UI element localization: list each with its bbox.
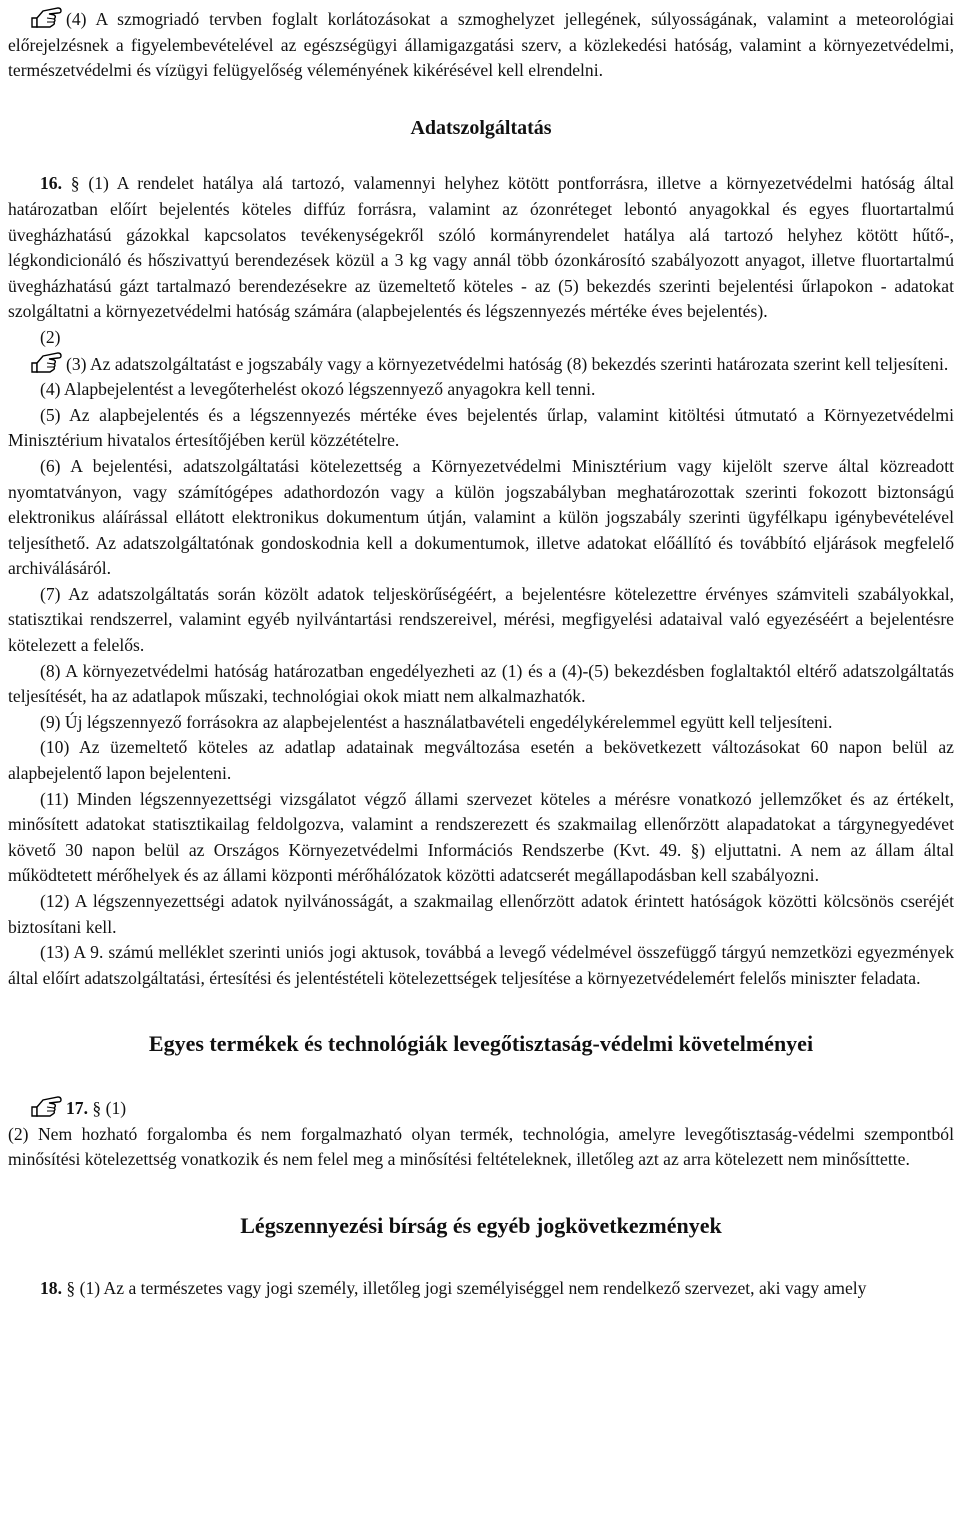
- section-17-paragraph-2: (2) Nem hozható forgalomba és nem forgalmazható olyan termék, technológia, amelyre levegőtisztaság-védelmi szempontból minősítési kötelezettség vonatkozik és nem felel meg a minősítési feltételeknek, illetőleg azt az arra kötelezett nem minősíttette.: [8, 1123, 954, 1170]
- section-16-paragraph-13: (13) A 9. számú melléklet szerinti uniós jogi aktusok, továbbá a levegő védelmével összefüggő tárgyú nemzetközi egyezmények által előírt adatszolgáltatási, értesítési és jelentéstételi kötelezettségek teljesítése a környezetvédelemért felelős miniszter feladata.: [8, 942, 954, 988]
- section-number: 18.: [40, 1278, 62, 1299]
- section-mark: §: [66, 1278, 76, 1299]
- section-16-paragraph-5: (5) Az alapbejelentés és a légszennyezés mértéke éves bejelentés űrlap, valamint kitöltési útmutató a Környezetvédelmi Minisztérium hivatalos értesítőjében kerül közzétételre.: [8, 404, 954, 451]
- section-16-paragraph-7: (7) Az adatszolgáltatás során közölt adatok teljeskörűségéért, a bejelentésre kötelezettre érvényes számviteli szabályokkal, statisztikai rendszerrel, valamint egyéb nyilvántartási rendszereivel, mérési, megfigyelési adataival való egyezéséért a bejelentésre kötelezett a felelős.: [8, 583, 954, 656]
- section-16-paragraph-9: (9) Új légszennyező forrásokra az alapbejelentést a használatbavételi engedélykérelemmel együtt kell teljesíteni.: [40, 711, 833, 732]
- section-number: 17.: [66, 1097, 88, 1118]
- section-number: 16.: [40, 173, 62, 194]
- pointing-hand-icon: [30, 6, 64, 30]
- document-page: [8, 6, 954, 1302]
- section-18-paragraph-1: 18. § (1) Az a természetes vagy jogi személy, illetőleg jogi személyiséggel nem rendelkező szervezet, aki vagy amely: [40, 1278, 867, 1299]
- section-heading-termekek: Egyes termékek és technológiák levegőtisztaság-védelmi követelményei: [148, 1031, 814, 1057]
- section-16-paragraph-1: 16. § (1) A rendelet hatálya alá tartozó, valamennyi helyhez kötött pontforrásra, illetve a környezetvédelmi hatóság által határozatban előírt bejelentés köteles diffúz forrásra, valamint az ózonréteget lebontó anyagokkal és egyes fluortartalmú üvegházhatású gázokkal kapcsolatos tevékenységekről szóló kormányrendelet hatálya alá tartozó helyhez kötött hűtő-, légkondicionáló és hőszivattyú berendezések közül a 3 kg vagy annál több ózonkárosító szabályozott anyagot, illetve fluortartalmú üvegházhatású gázt tartalmazó berendezésekre az üzemeltető köteles - az (5) bekezdés szerinti bejelentési űrlapokon - adatokat szolgáltatni a környezetvédelmi hatóság számára (alapbejelentés és légszennyezés mértéke éves bejelentés).: [8, 173, 954, 322]
- section-16-paragraph-8: (8) A környezetvédelmi hatóság határozatban engedélyezheti az (1) és a (4)-(5) bekezdésben foglaltaktól eltérő adatszolgáltatás teljesítését, ha az adatlapok műszaki, technológiai okok miatt nem alkalmazhatók.: [8, 660, 954, 707]
- section-16-paragraph-10: (10) Az üzemeltető köteles az adatlap adatainak megváltozása esetén a bekövetkezett változásokat 60 napon belül az alapbejelentő lapon bejelenteni.: [8, 737, 954, 784]
- section-16-paragraph-6: (6) A bejelentési, adatszolgáltatási kötelezettség a Környezetvédelmi Minisztérium vagy kijelölt szerve által közreadott nyomtatványon, vagy számítógépes adathordozón vagy a külön jogszabályban meghatározottak szerinti fokozott biztonságú elektronikus aláírással ellátott elektronikus dokumentum útján, valamint a külön jogszabály szerinti ügyfélkapu igénybevételével teljesíthető. Az adatszolgáltatónak gondoskodnia kell a dokumentumok, illetve adatokat előállító és továbbító eljárások megfelelő archiválásáról.: [8, 455, 954, 579]
- section-heading-birsag: Légszennyezési bírság és egyéb jogkövetkezmények: [240, 1212, 722, 1238]
- section-16-paragraph-4: (4) Alapbejelentést a levegőterhelést okozó légszennyező anyagokra kell tenni.: [40, 379, 596, 400]
- section-16-paragraph-2: (2): [40, 326, 61, 347]
- section-16-paragraph-12: (12) A légszennyezettségi adatok nyilvánosságát, a szakmailag ellenőrzött adatok érintett hatóságok közötti kölcsönös cseréjét biztosítani kell.: [8, 891, 954, 937]
- section-heading-adatszolgaltatas: Adatszolgáltatás: [410, 116, 552, 139]
- section-16-paragraph-3: (3) Az adatszolgáltatást e jogszabály vagy a környezetvédelmi hatóság (8) bekezdés szerinti határozata szerint kell teljesíteni.: [8, 351, 954, 378]
- section-mark: §: [92, 1097, 102, 1118]
- paragraph-4-intro: (4) A szmogriadó tervben foglalt korlátozásokat a szmoghelyzet jellegének, súlyosságának, valamint a meteorológiai előrejelzésnek a figyelembevételével az egészségügyi államigazgatási szerv, a közlekedési hatóság, valamint a környezetvédelmi, természetvédelmi és vízügyi felügyelőség véleményének kikérésével kell elrendelni.: [8, 6, 954, 84]
- pointing-hand-icon: [30, 351, 64, 375]
- section-mark: §: [70, 173, 80, 194]
- section-17-paragraph-1: 17. § (1): [8, 1095, 954, 1122]
- pointing-hand-icon: [30, 1095, 64, 1119]
- section-16-paragraph-11: (11) Minden légszennyezettségi vizsgálatot végző állami szervezet köteles a mérésre vonatkozó jellemzőket és az értékelt, minősített adatokat statisztikailag feldolgozva, valamint a rendszerezett és szakmailag ellenőrzött alapadatokat a tárgynegyedévet követő 30 napon belül az Országos Környezetvédelmi Információs Rendszerbe (Kvt. 49. §) eljuttatni. A nem az állam által működtetett mérőhelyek és az állami központi mérőhálózatok közötti adatcserét megállapodásban kell szabályozni.: [8, 788, 954, 886]
